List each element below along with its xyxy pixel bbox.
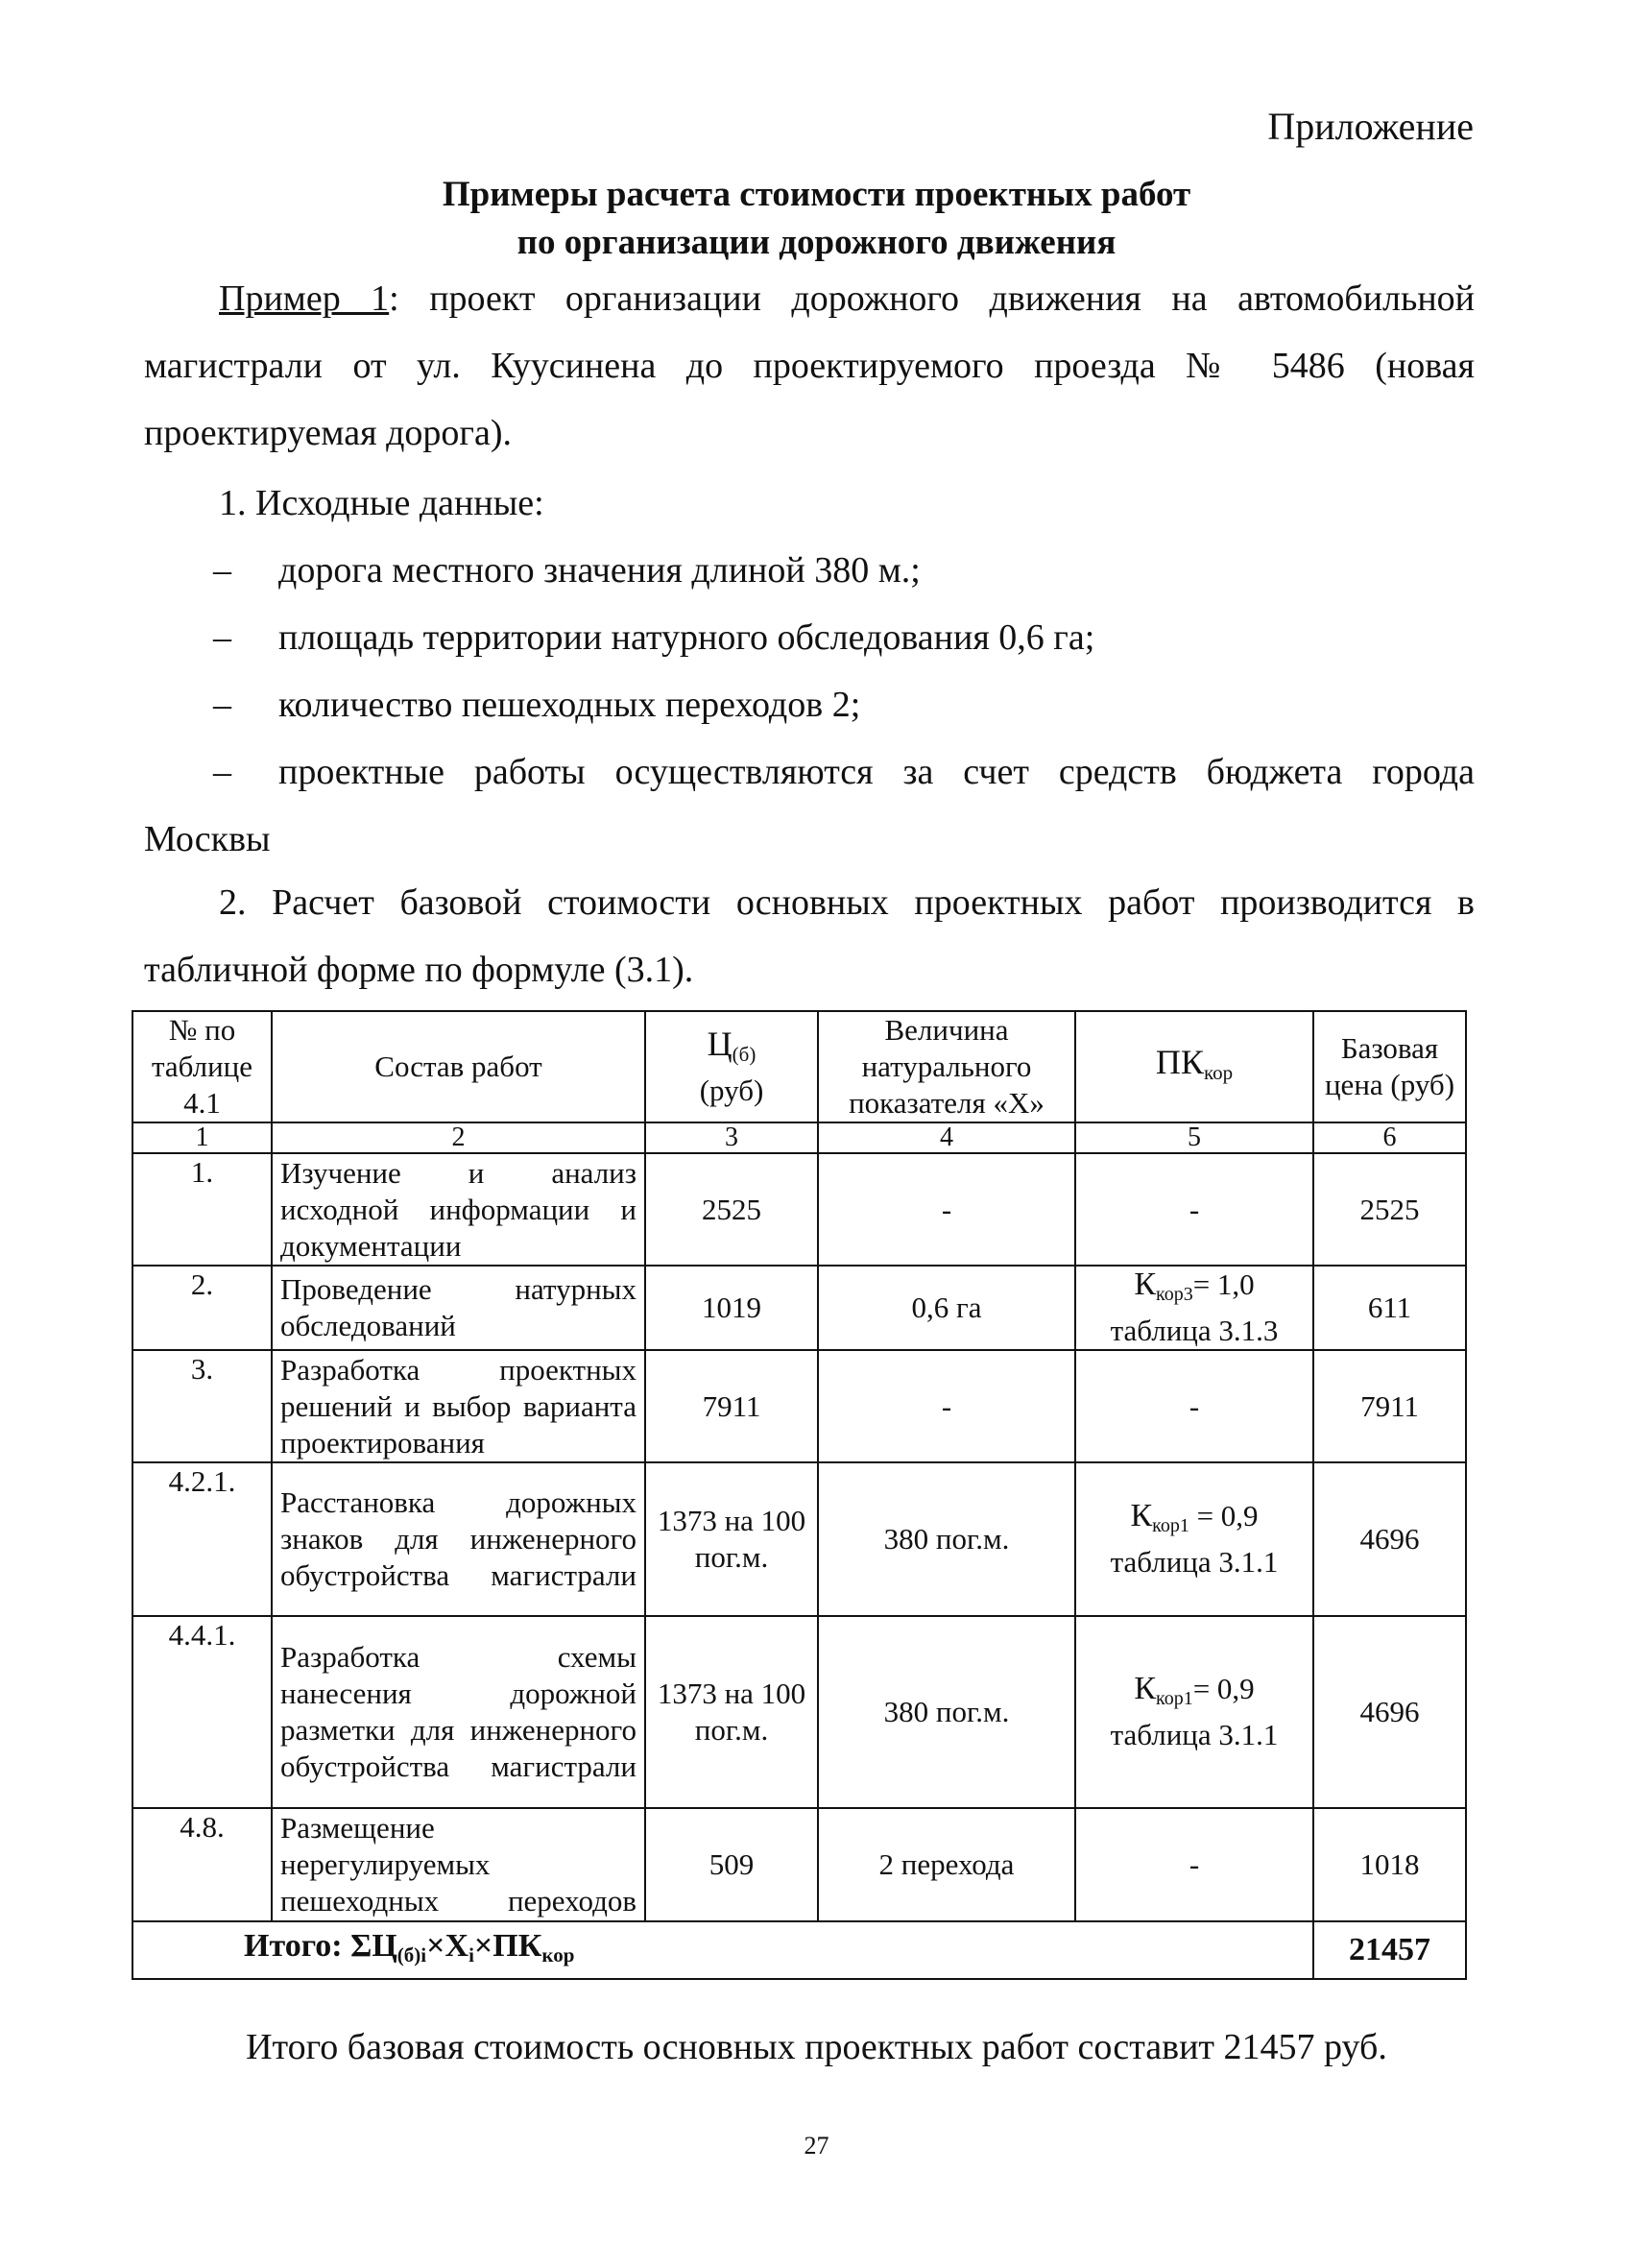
list-item xyxy=(213,738,1475,806)
header-price-symbol: Ц xyxy=(707,1024,732,1063)
cost-table xyxy=(132,1010,1467,1980)
table-header-row xyxy=(132,1011,1466,1122)
row-no: 3. xyxy=(132,1350,272,1462)
title-line-2: по организации дорожного движения xyxy=(516,223,1117,262)
total-prefix: Итого: ΣЦ xyxy=(244,1927,397,1964)
section-2-paragraph: 2. Расчет базовой стоимости основных проектных работ производится в табличной форме по формуле (3.1). xyxy=(144,882,1475,990)
dash-marker: – xyxy=(213,550,231,591)
row-pk: - xyxy=(1075,1808,1313,1921)
row-work: Размещение нерегулируемых пешеходных переходов xyxy=(272,1808,645,1921)
header-base: Базовая цена (руб) xyxy=(1313,1011,1466,1122)
section-1-heading: 1. Исходные данные: xyxy=(219,483,544,523)
table-row xyxy=(132,1808,1466,1921)
pk-subscript: кор1 xyxy=(1156,1688,1193,1709)
header-qty: Величина натурального показателя «Х» xyxy=(818,1011,1075,1122)
example-label: Пример 1 xyxy=(219,278,390,319)
header-pk-subscript: кор xyxy=(1203,1060,1234,1084)
pk-value: = 0,9 xyxy=(1192,1672,1255,1705)
row-price: 1019 xyxy=(645,1266,818,1350)
row-work: Изучение и анализ исходной информации и документации xyxy=(272,1153,645,1266)
row-pk: - xyxy=(1075,1153,1313,1266)
row-pk xyxy=(1075,1266,1313,1350)
dash-marker: – xyxy=(213,617,231,658)
row-qty: - xyxy=(818,1153,1075,1266)
row-no: 2. xyxy=(132,1266,272,1350)
column-number: 4 xyxy=(818,1122,1075,1153)
column-number: 3 xyxy=(645,1122,818,1153)
row-work: Разработка схемы нанесения дорожной разметки для инженерного обустройства магистрали xyxy=(272,1616,645,1808)
title-line-1: Примеры расчета стоимости проектных работ xyxy=(442,175,1191,214)
pk-reference: таблица 3.1.1 xyxy=(1110,1718,1279,1751)
pk-symbol: К xyxy=(1130,1498,1153,1533)
pk-symbol: К xyxy=(1134,1267,1156,1302)
row-no: 4.2.1. xyxy=(132,1462,272,1616)
total-row xyxy=(132,1921,1466,1979)
row-work: Расстановка дорожных знаков для инженерного обустройства магистрали xyxy=(272,1462,645,1616)
header-pk-symbol: ПК xyxy=(1155,1042,1204,1081)
row-qty: 380 пог.м. xyxy=(818,1462,1075,1616)
row-no: 4.4.1. xyxy=(132,1616,272,1808)
pk-subscript: кор3 xyxy=(1156,1284,1193,1305)
row-pk xyxy=(1075,1616,1313,1808)
row-no: 4.8. xyxy=(132,1808,272,1921)
row-base: 1018 xyxy=(1313,1808,1466,1921)
total-sub-3: кор xyxy=(541,1942,575,1966)
pk-reference: таблица 3.1.3 xyxy=(1110,1314,1279,1347)
header-work: Состав работ xyxy=(272,1011,645,1122)
dash-marker: – xyxy=(213,685,231,725)
total-mid: ×X xyxy=(426,1927,469,1964)
list-item xyxy=(213,604,1475,671)
total-formula xyxy=(132,1921,1313,1979)
row-work: Проведение натурных обследований xyxy=(272,1266,645,1350)
example-text: проект организации дорожного движения на автомобильной магистрали от ул. Куусинена до проектируемого проезда № 5486 (новая проектируемая дорога). xyxy=(144,278,1475,453)
row-qty: 0,6 га xyxy=(818,1266,1075,1350)
list-item-text: дорога местного значения длиной 380 м.; xyxy=(278,550,921,591)
column-number: 5 xyxy=(1075,1122,1313,1153)
header-price xyxy=(645,1011,818,1122)
page-number: 27 xyxy=(804,2132,829,2159)
table-row xyxy=(132,1350,1466,1462)
header-pk xyxy=(1075,1011,1313,1122)
total-value: 21457 xyxy=(1313,1921,1466,1979)
header-price-unit: (руб) xyxy=(699,1073,764,1107)
pk-value: = 0,9 xyxy=(1189,1499,1259,1532)
row-pk: - xyxy=(1075,1350,1313,1462)
total-mid-2: ×ПК xyxy=(473,1927,542,1964)
column-number-row xyxy=(132,1122,1466,1153)
row-qty: 380 пог.м. xyxy=(818,1616,1075,1808)
column-number: 6 xyxy=(1313,1122,1466,1153)
row-price: 1373 на 100 пог.м. xyxy=(645,1616,818,1808)
row-price: 2525 xyxy=(645,1153,818,1266)
row-no: 1. xyxy=(132,1153,272,1266)
list-item-text: количество пешеходных переходов 2; xyxy=(278,685,861,725)
column-number: 1 xyxy=(132,1122,272,1153)
table-row xyxy=(132,1616,1466,1808)
list-item xyxy=(213,537,1475,604)
table-row xyxy=(132,1462,1466,1616)
row-base: 7911 xyxy=(1313,1350,1466,1462)
appendix-label: Приложение xyxy=(1267,105,1474,148)
page-title xyxy=(0,171,1633,267)
dash-marker: – xyxy=(213,752,231,792)
row-price: 1373 на 100 пог.м. xyxy=(645,1462,818,1616)
table-row xyxy=(132,1153,1466,1266)
row-work: Разработка проектных решений и выбор варианта проектирования xyxy=(272,1350,645,1462)
example-paragraph xyxy=(144,265,1475,467)
list-continuation: Москвы xyxy=(144,819,271,859)
row-qty: - xyxy=(818,1350,1075,1462)
list-item xyxy=(213,671,1475,738)
row-pk xyxy=(1075,1462,1313,1616)
total-sub-1: (б)i xyxy=(396,1942,427,1966)
list-item-text: площадь территории натурного обследования 0,6 га; xyxy=(278,617,1095,658)
row-qty: 2 перехода xyxy=(818,1808,1075,1921)
table-row xyxy=(132,1266,1466,1350)
example-colon: : xyxy=(389,278,399,319)
pk-value: = 1,0 xyxy=(1192,1267,1255,1301)
row-base: 4696 xyxy=(1313,1616,1466,1808)
row-base: 2525 xyxy=(1313,1153,1466,1266)
header-no: № по таблице 4.1 xyxy=(132,1011,272,1122)
column-number: 2 xyxy=(272,1122,645,1153)
row-base: 4696 xyxy=(1313,1462,1466,1616)
summary-text: Итого базовая стоимость основных проектных работ составит 21457 руб. xyxy=(246,2027,1387,2067)
header-price-subscript: (б) xyxy=(732,1042,756,1066)
pk-reference: таблица 3.1.1 xyxy=(1110,1545,1279,1579)
list-item-text: проектные работы осуществляются за счет средств бюджета города xyxy=(278,752,1475,792)
row-base: 611 xyxy=(1313,1266,1466,1350)
pk-subscript: кор1 xyxy=(1152,1515,1189,1536)
row-price: 509 xyxy=(645,1808,818,1921)
pk-symbol: К xyxy=(1134,1671,1156,1706)
total-sub-2: i xyxy=(468,1942,474,1966)
row-price: 7911 xyxy=(645,1350,818,1462)
